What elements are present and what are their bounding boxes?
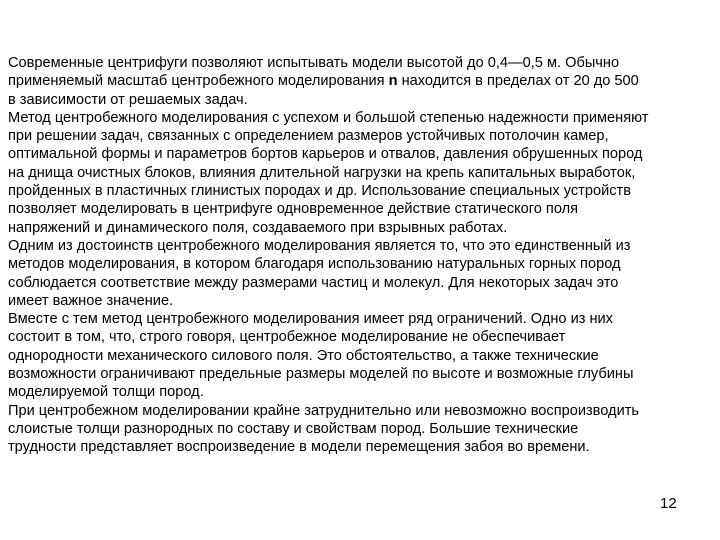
text-line: на днища очистных блоков, влияния длительной нагрузки на крепь капитальных выработок,	[8, 164, 636, 181]
text-line: Вместе с тем метод центробежного моделирования имеет ряд ограничений. Одно из них	[8, 311, 613, 328]
scale-variable-n: n	[388, 73, 398, 90]
text-line: в зависимости от решаемых задач.	[8, 91, 248, 108]
text-line: однородности механического силового поля. Это обстоятельство, а также технические	[8, 347, 599, 364]
text-line: позволяет моделировать в центрифуге одновременное действие статического поля	[8, 201, 579, 218]
page-number: 12	[660, 495, 677, 512]
text-line: Современные центрифуги позволяют испытывать модели высотой до 0,4—0,5 м. Обычно	[8, 55, 620, 71]
text-line: методов моделирования, в котором благодаря использованию натуральных горных пород	[8, 256, 621, 273]
text-line: соблюдается соответствие между размерами частиц и молекул. Для некоторых задач это	[8, 274, 619, 291]
text-line: пройденных в пластичных глинистых породах и др. Использование специальных устройств	[8, 183, 631, 200]
text-line: состоит в том, что, строго говоря, центробежное моделирование не обеспечивает	[8, 329, 566, 346]
text-line: При центробежном моделировании крайне затруднительно или невозможно воспроизводить	[8, 402, 640, 419]
text-line: оптимальной формы и параметров бортов карьеров и отвалов, давления обрушенных пород	[8, 146, 643, 163]
text-line: при решении задач, связанных с определением размеров устойчивых потолочин камер,	[8, 128, 609, 145]
text-line: напряжений и динамического поля, создаваемого при взрывных работах.	[8, 219, 508, 236]
text-line: Одним из достоинств центробежного моделирования является то, что это единственный из	[8, 237, 631, 254]
text-line: моделируемой толщи пород.	[8, 384, 204, 401]
body-text	[8, 54, 714, 457]
text-line: имеет важное значение.	[8, 292, 174, 309]
text-line: применяемый масштаб центробежного моделирования n находится в пределах от 20 до 500	[8, 73, 639, 90]
text-line: возможности ограничивают предельные размеры моделей по высоте и возможные глубины	[8, 366, 634, 383]
text-line: слоистые толщи разнородных по составу и свойствам пород. Большие технические	[8, 420, 579, 437]
text-line: Метод центробежного моделирования с успехом и большой степенью надежности применяют	[8, 109, 649, 126]
text-line: трудности представляет воспроизведение в модели перемещения забоя во времени.	[8, 439, 590, 456]
